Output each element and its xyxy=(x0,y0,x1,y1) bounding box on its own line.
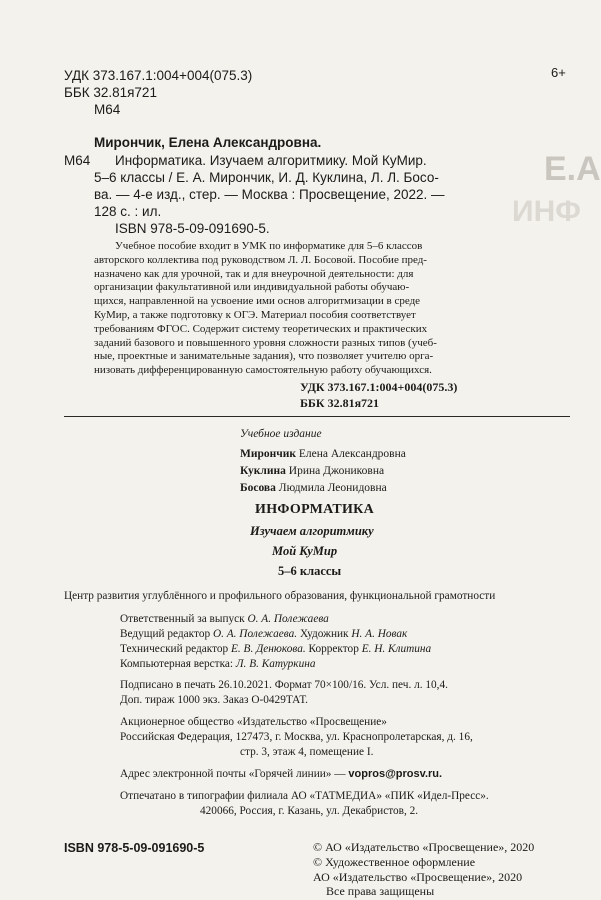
header-code: М64 xyxy=(94,102,121,117)
credit-role: Компьютерная верстка: xyxy=(120,658,234,670)
publisher-line: Акционерное общество «Издательство «Просвещение» xyxy=(120,716,387,728)
credit-person: Е. В. Денюкова. xyxy=(231,643,306,655)
catalog-line: Информатика. Изучаем алгоритмику. Мой КуМир. xyxy=(115,153,427,168)
author-surname: Мирончик xyxy=(240,448,296,460)
annotation-line: организации факультативной или индивидуальной работы обучаю- xyxy=(94,281,410,294)
printer-line: 420066, Россия, г. Казань, ул. Декабристов, 2. xyxy=(200,805,419,817)
author-name: Ирина Джониковна xyxy=(288,465,385,477)
credit-person: Н. А. Новак xyxy=(351,628,408,640)
credit-line xyxy=(120,628,407,640)
credit-role: Корректор xyxy=(308,643,359,655)
book-title: ИНФОРМАТИКА xyxy=(255,502,375,517)
header-bbk: ББК 32.81я721 xyxy=(64,85,157,100)
copyright-line: © АО «Издательство «Просвещение», 2020 xyxy=(313,840,535,854)
catalog-isbn: ISBN 978-5-09-091690-5. xyxy=(115,221,270,236)
print-line: Подписано в печать 26.10.2021. Формат 70×100/16. Усл. печ. л. 10,4. xyxy=(120,679,448,691)
author-surname: Босова xyxy=(240,482,276,494)
age-rating: 6+ xyxy=(551,65,566,80)
credit-person: О. А. Полежаева. xyxy=(212,628,298,640)
author-name: Людмила Леонидовна xyxy=(278,482,387,494)
publishing-center: Центр развития углублённого и профильного образования, функциональной грамотности xyxy=(64,590,496,602)
author-name: Елена Александровна xyxy=(298,448,406,460)
annotation-line: авторского коллектива под руководством Л. Л. Босовой. Пособие пред- xyxy=(94,253,427,266)
credit-line xyxy=(120,658,315,670)
credit-person: О. А. Полежаева xyxy=(247,613,329,625)
catalog-bbk: ББК 32.81я721 xyxy=(300,396,380,410)
printer-line: Отпечатано в типографии филиала АО «ТАТМЕДИА» «ПИК «Идел-Пресс». xyxy=(120,790,489,802)
copyright-line: Все права защищены xyxy=(326,884,435,898)
annotation-line: КуМир, а также подготовку к ОГЭ. Материал пособия соответствует xyxy=(94,308,416,321)
author-line xyxy=(240,448,406,460)
catalog-line: ва. — 4-е изд., стер. — Москва : Просвещение, 2022. — xyxy=(94,187,445,202)
print-line: Доп. тираж 1000 экз. Заказ О-0429ТАТ. xyxy=(120,694,308,706)
annotation-line: назначено как для урочной, так и для внеурочной деятельности: для xyxy=(94,267,414,280)
credit-role: Ведущий редактор xyxy=(120,628,211,640)
copyright-line: АО «Издательство «Просвещение», 2020 xyxy=(313,870,523,884)
annotation-line: Учебное пособие входит в УМК по информатике для 5–6 классов xyxy=(115,240,423,252)
publisher-line: Российская Федерация, 127473, г. Москва, ул. Краснопролетарская, д. 16, xyxy=(120,731,473,743)
book-subtitle-2: Мой КуМир xyxy=(272,544,338,558)
catalog-line: 5–6 классы / Е. А. Мирончик, И. Д. Куклина, Л. Л. Босо- xyxy=(94,170,439,185)
hotline-email xyxy=(120,768,442,780)
author-line xyxy=(240,465,384,477)
credit-line xyxy=(120,643,431,655)
header-udk: УДК 373.167.1:004+004(075.3) xyxy=(64,68,253,83)
book-grades: 5–6 классы xyxy=(278,564,342,578)
catalog-line: 128 с. : ил. xyxy=(94,204,162,219)
credit-role: Технический редактор xyxy=(120,643,229,655)
annotation-line: ные, проектные и занимательные задания), что позволяет учителю орга- xyxy=(94,350,434,363)
annotation-line: щихся, направленной на усвоение ими основ алгоритмизации в среде xyxy=(94,295,421,308)
email-label: Адрес электронной почты «Горячей линии» — xyxy=(120,768,346,780)
credit-role: Художник xyxy=(299,628,349,640)
annotation-line: низовать дифференцированную самостоятельную работу обучающихся. xyxy=(94,364,432,377)
credit-role: Ответственный за выпуск xyxy=(120,613,245,625)
divider-top xyxy=(64,416,570,417)
author-line xyxy=(240,482,387,494)
book-subtitle: Изучаем алгоритмику xyxy=(250,524,374,538)
credit-line xyxy=(120,613,329,625)
catalog-code: М64 xyxy=(64,153,91,168)
credit-person: Е. Н. Клитина xyxy=(361,643,432,655)
copyright-line: © Художественное оформление xyxy=(313,855,476,869)
catalog-udk: УДК 373.167.1:004+004(075.3) xyxy=(300,380,458,394)
bleed-through-decoration: Е.А xyxy=(544,150,601,188)
publisher-line: стр. 3, этаж 4, помещение I. xyxy=(240,746,374,758)
credit-person: Л. В. Катуркина xyxy=(235,658,316,670)
edition-type: Учебное издание xyxy=(240,428,322,440)
catalog-author-heading: Мирончик, Елена Александровна. xyxy=(94,135,322,150)
annotation-line: заданий базового и повышенного уровня сложности разных типов (учеб- xyxy=(94,336,437,349)
author-surname: Куклина xyxy=(240,465,286,477)
footer-isbn: ISBN 978-5-09-091690-5 xyxy=(64,841,205,855)
annotation-line: требованиям ФГОС. Содержит систему теоретических и практических xyxy=(94,322,428,335)
catalog-annotation xyxy=(94,240,458,378)
email-address: vopros@prosv.ru. xyxy=(348,768,443,780)
bleed-through-decoration-2: ИНФ xyxy=(512,195,581,228)
